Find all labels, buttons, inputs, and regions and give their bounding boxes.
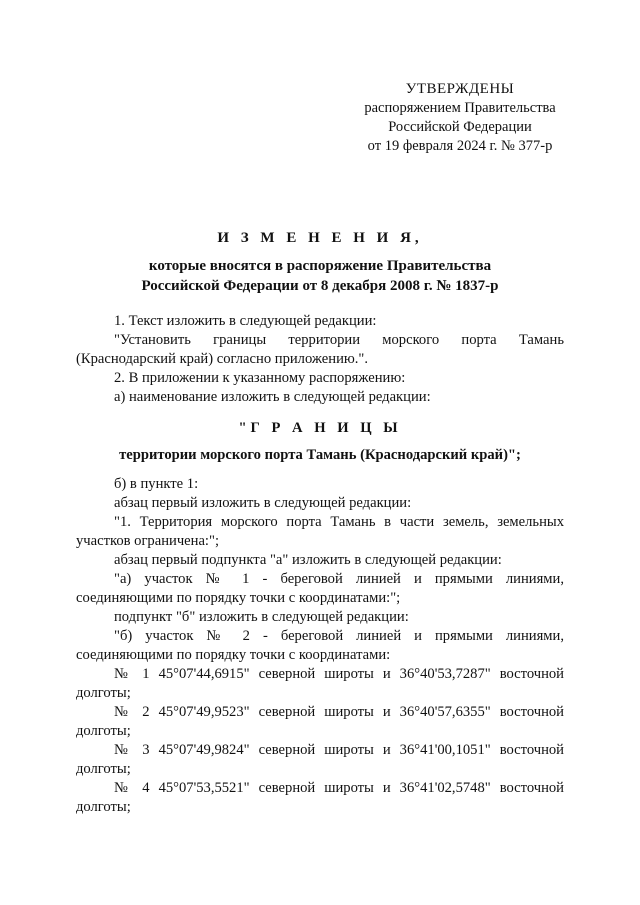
approval-stamp <box>330 80 590 156</box>
coordinate-point: № 1 45°07'44,6915" северной широты и 36°40'53,7287" восточной долготы; <box>76 666 564 701</box>
coordinate-point: № 4 45°07'53,5521" северной широты и 36°41'02,5748" восточной долготы; <box>76 780 564 815</box>
paragraph: абзац первый изложить в следующей редакции: <box>114 495 412 511</box>
document-body <box>76 312 564 817</box>
paragraph: 2. В приложении к указанному распоряжению: <box>114 370 406 386</box>
paragraph: подпункт "б" изложить в следующей редакции: <box>114 609 409 625</box>
spacer <box>76 465 564 475</box>
title-subtitle: которые вносятся в распоряжение Правительства <box>148 258 492 274</box>
approval-line: Российской Федерации <box>388 119 532 135</box>
paragraph: "1. Территория морского порта Тамань в части земель, земельных участков ограничена:"; <box>76 514 564 549</box>
approval-heading: УТВЕРЖДЕНЫ <box>405 81 515 97</box>
document-title <box>60 228 580 296</box>
borders-heading: "Г Р А Н И Ц Ы <box>238 420 402 436</box>
title-heading: И З М Е Н Е Н И Я, <box>217 230 423 246</box>
paragraph: "а) участок № 1 - береговой линией и прямыми линиями, соединяющими по порядку точки с координатами:"; <box>76 571 564 606</box>
paragraph: 1. Текст изложить в следующей редакции: <box>114 313 377 329</box>
paragraph: абзац первый подпункта "а" изложить в следующей редакции: <box>114 552 502 568</box>
paragraph: а) наименование изложить в следующей редакции: <box>114 389 431 405</box>
borders-subheading: территории морского порта Тамань (Краснодарский край)"; <box>119 447 521 463</box>
paragraph: б) в пункте 1: <box>114 476 199 492</box>
approval-line: распоряжением Правительства <box>364 100 556 116</box>
coordinate-point: № 2 45°07'49,9523" северной широты и 36°40'57,6355" восточной долготы; <box>76 704 564 739</box>
title-subtitle: Российской Федерации от 8 декабря 2008 г. № 1837-р <box>141 278 499 294</box>
approval-date: от 19 февраля 2024 г. № 377-р <box>367 138 553 154</box>
coordinate-point: № 3 45°07'49,9824" северной широты и 36°41'00,1051" восточной долготы; <box>76 742 564 777</box>
paragraph: "Установить границы территории морского порта Тамань (Краснодарский край) согласно приложению.". <box>76 332 564 367</box>
paragraph: "б) участок № 2 - береговой линией и прямыми линиями, соединяющими по порядку точки с координатами: <box>76 628 564 663</box>
